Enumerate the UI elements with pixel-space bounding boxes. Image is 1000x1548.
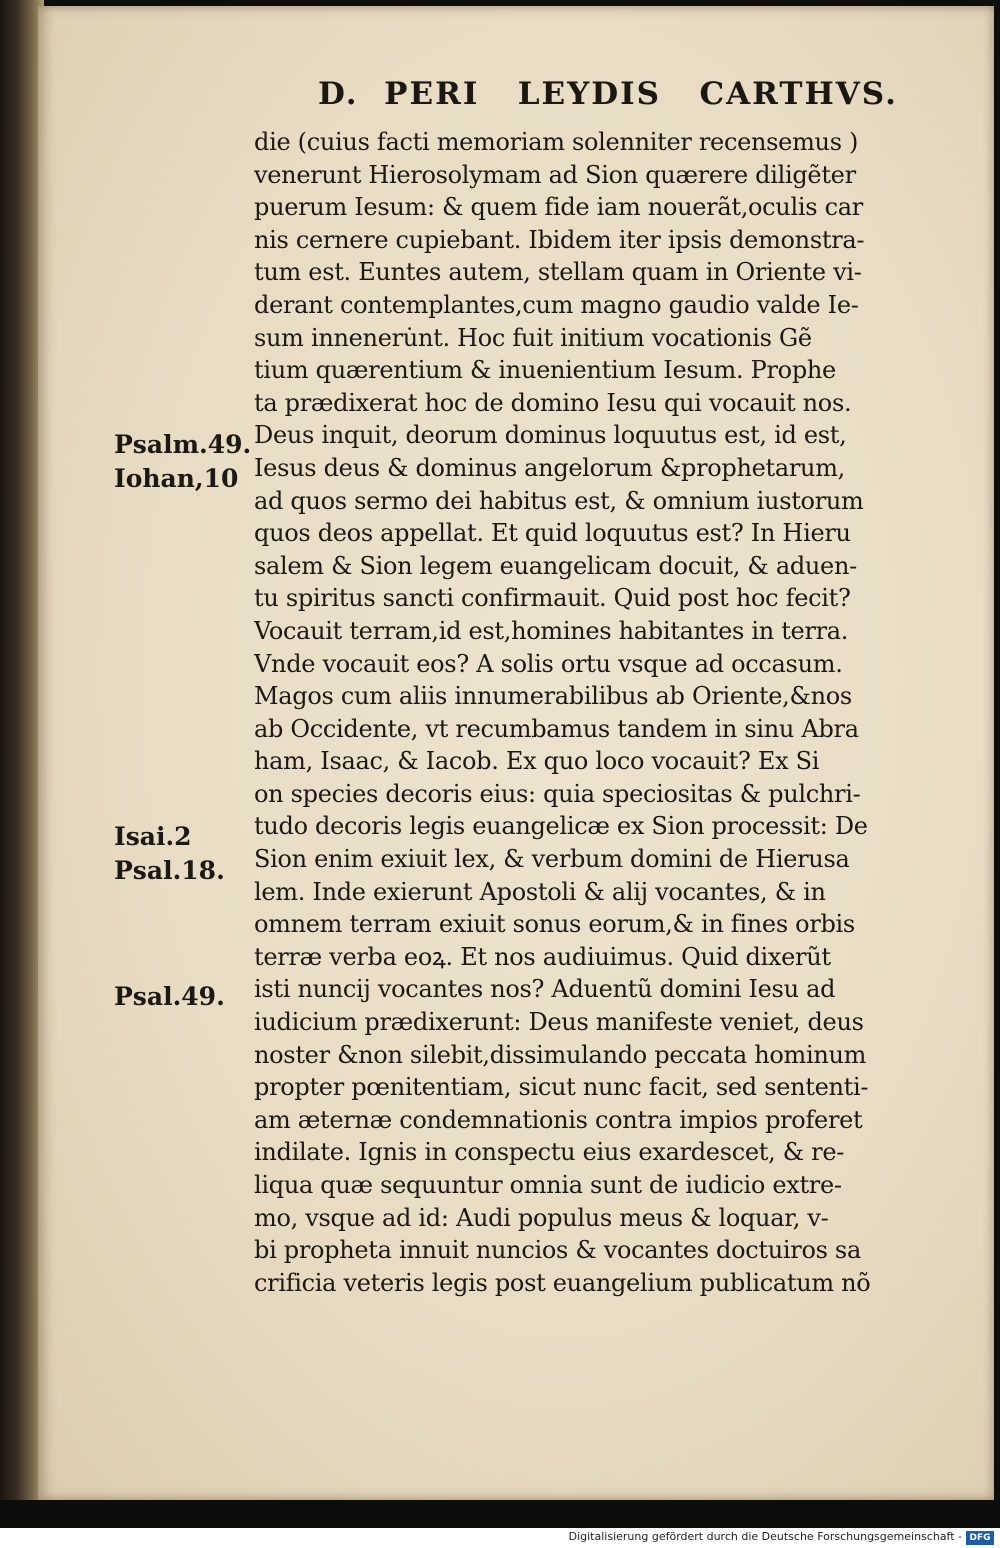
book-page xyxy=(38,6,994,1500)
marginal-note-psal-49: Psal.49. xyxy=(114,982,225,1011)
text-line: Deus inquit, deorum dominus loquutus est, id est, xyxy=(254,421,847,450)
text-line: bi propheta innuit nuncios & vocantes doctuiros sa xyxy=(254,1236,861,1265)
text-line: ham, Isaac, & Iacob. Ex quo loco vocauit? Ex Si xyxy=(254,747,820,776)
text-line: terræ verba eoꝝ. Et nos audiuimus. Quid dixerũt xyxy=(254,942,831,971)
text-line: die (cuius facti memoriam solenniter recensemus ) xyxy=(254,128,859,156)
text-line: derant contemplantes,cum magno gaudio valde Ie- xyxy=(254,290,859,319)
text-line: tu spiritus sancti confirmauit. Quid post hoc fecit? xyxy=(254,584,851,613)
text-line: tum est. Euntes autem, stellam quam in Oriente vi- xyxy=(254,258,862,287)
text-line: omnem terram exiuit sonus eorum,& in fines orbis xyxy=(254,910,855,939)
funding-credit: Digitalisierung gefördert durch die Deutsche Forschungsgemeinschaft - xyxy=(568,1530,962,1543)
text-line: lem. Inde exierunt Apostoli & alij vocantes, & in xyxy=(254,877,826,906)
body-text xyxy=(254,126,954,1299)
text-line: indilate. Ignis in conspectu eius exardescet, & re- xyxy=(254,1138,845,1167)
text-line: Sion enim exiuit lex, & verbum domini de Hierusa xyxy=(254,845,850,874)
text-line: noster &non silebit,dissimulando peccata hominum xyxy=(254,1040,867,1069)
text-line: venerunt Hierosolymam ad Sion quærere diligẽter xyxy=(254,160,856,189)
text-line: sum inneneru̇nt. Hoc fuit initium vocationis Gẽ xyxy=(254,323,812,352)
text-line: salem & Sion legem euangelicam docuit, & aduen- xyxy=(254,551,857,580)
text-line: propter pœnitentiam, sicut nunc facit, sed sententi- xyxy=(254,1073,869,1102)
text-line: puerum Iesum: & quem fide iam nouerãt,oculis car xyxy=(254,193,863,222)
text-line: tium quærentium & inuenientium Iesum. Prophe xyxy=(254,356,836,385)
text-line: am æternæ condemnationis contra impios proferet xyxy=(254,1105,863,1134)
marginal-note-psalm-49: Psalm.49. xyxy=(114,430,252,459)
dfg-logo: DFG xyxy=(966,1531,994,1545)
text-line: Iesus deus & dominus angelorum &prophetarum, xyxy=(254,453,845,482)
text-line: mo, vsque ad id: Audi populus meus & loquar, v- xyxy=(254,1203,829,1232)
marginal-note-isai-2: Isai.2 xyxy=(114,822,192,851)
text-line: Vocauit terram,id est,homines habitantes in terra. xyxy=(254,616,849,645)
text-line: tudo decoris legis euangelicæ ex Sion processit: De xyxy=(254,812,868,841)
text-line: crificia veteris legis post euangelium publicatum nõ xyxy=(254,1268,871,1297)
text-line: on species decoris eius: quia speciositas & pulchri- xyxy=(254,779,861,808)
text-line: nis cernere cupiebant. Ibidem iter ipsis demonstra- xyxy=(254,225,865,254)
marginal-note-iohan-10: Iohan,10 xyxy=(114,464,239,493)
digitization-footer xyxy=(0,1528,1000,1548)
text-line: isti nuncij vocantes nos? Aduentũ domini Iesu ad xyxy=(254,975,836,1004)
text-line: ta prædixerat hoc de domino Iesu qui vocauit nos. xyxy=(254,388,852,417)
text-line: quos deos appellat. Et quid loquutus est? In Hieru xyxy=(254,519,851,548)
marginal-note-psal-18: Psal.18. xyxy=(114,856,225,885)
text-line: iudicium prædixerunt: Deus manifeste veniet, deus xyxy=(254,1008,864,1037)
text-line: ab Occidente, vt recumbamus tandem in sinu Abra xyxy=(254,714,859,743)
running-head: D. PERI LEYDIS CARTHVS. xyxy=(318,76,898,112)
text-line: liqua quæ sequuntur omnia sunt de iudicio extre- xyxy=(254,1171,842,1199)
text-line: ad quos sermo dei habitus est, & omnium iustorum xyxy=(254,486,864,515)
text-line: Vnde vocauit eos? A solis ortu vsque ad occasum. xyxy=(254,649,843,678)
text-line: Magos cum aliis innumerabilibus ab Oriente,&nos xyxy=(254,682,852,711)
